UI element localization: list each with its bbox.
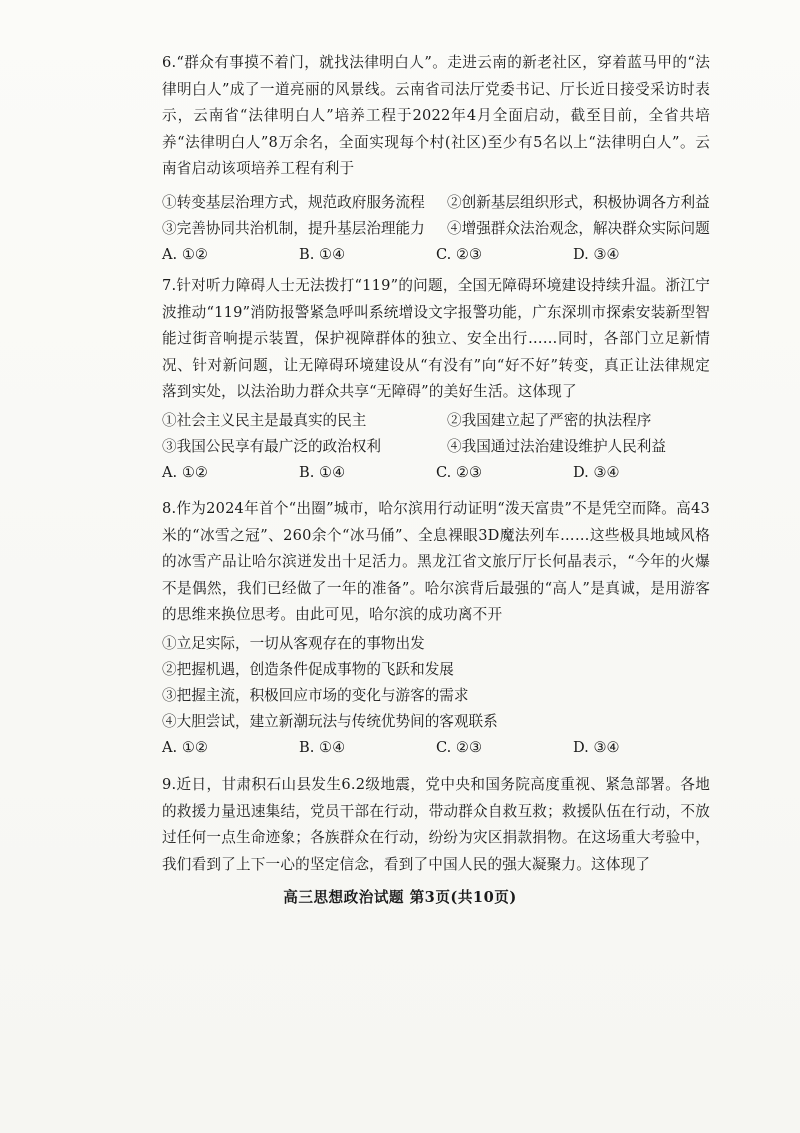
question-9 [162, 772, 710, 878]
question-6-choice-b: B. ①④ [299, 245, 346, 263]
question-6-choice-c: C. ②③ [436, 245, 483, 263]
question-8-stem: 8.作为2024年首个“出圈”城市，哈尔滨用行动证明“泼天富贵”不是凭空而降。高43米的“冰雪之冠”、260余个“冰马俑”、全息裸眼3D魔法列车……这些极具地域风格的冰雪产品让哈尔滨迸发出十足活力。黑龙江省文旅厅厅长何晶表示，“今年的火爆不是偶然，我们已经做了一年的准备”。哈尔滨背后最强的“高人”是真诚，是用游客的思维来换位思考。由此可见，哈尔滨的成功离不开 [162, 500, 710, 624]
question-7-choice-d: D. ③④ [573, 463, 620, 481]
question-7-options [162, 408, 710, 460]
question-7-choice-a: A. ①② [162, 463, 208, 481]
question-6-options [162, 190, 710, 242]
question-6-option-4: ④增强群众法治观念，解决群众实际问题 [447, 219, 710, 237]
question-7-option-1: ①社会主义民主是最真实的民主 [162, 411, 367, 429]
question-6-option-3: ③完善协同共治机制，提升基层治理能力 [162, 219, 425, 237]
question-7-option-3: ③我国公民享有最广泛的政治权利 [162, 437, 381, 455]
question-7-stem: 7.针对听力障碍人士无法拨打“119”的问题，全国无障碍环境建设持续升温。浙江宁波推动“119”消防报警紧急呼叫系统增设文字报警功能，广东深圳市探索安装新型智能过街音响提示装置，保护视障群体的独立、安全出行……同时，各部门立足新情况、针对新问题，让无障碍环境建设从“有没有”向“好不好”转变，真正让法律规定落到实处，以法治助力群众共享“无障碍”的美好生活。这体现了 [162, 277, 710, 401]
question-6-choices [162, 242, 710, 268]
question-8-option-1: ①立足实际，一切从客观存在的事物出发 [162, 634, 425, 652]
page-footer: 高三思想政治试题 第3页(共10页) [283, 889, 517, 906]
question-8-choice-b: B. ①④ [299, 738, 346, 756]
question-6-choice-a: A. ①② [162, 245, 208, 263]
question-8-choice-d: D. ③④ [573, 738, 620, 756]
question-7-choice-b: B. ①④ [299, 463, 346, 481]
question-6-stem: 6.“群众有事摸不着门，就找法律明白人”。走进云南的新老社区，穿着蓝马甲的“法律明白人”成了一道亮丽的风景线。云南省司法厅党委书记、厅长近日接受采访时表示，云南省“法律明白人”培养工程于2022年4月全面启动，截至目前，全省共培养“法律明白人”8万余名，全面实现每个村(社区)至少有5名以上“法律明白人”。云南省启动该项培养工程有利于 [162, 54, 710, 178]
question-7-choice-c: C. ②③ [436, 463, 483, 481]
question-6-choice-d: D. ③④ [573, 245, 620, 263]
question-7-choices [162, 460, 710, 486]
question-7 [162, 273, 710, 486]
question-7-option-4: ④我国通过法治建设维护人民利益 [447, 437, 666, 455]
question-6-option-2: ②创新基层组织形式，积极协调各方利益 [447, 193, 710, 211]
question-8-option-3: ③把握主流，积极回应市场的变化与游客的需求 [162, 686, 469, 704]
question-6 [162, 50, 710, 268]
question-8-choice-a: A. ①② [162, 738, 208, 756]
question-8 [162, 496, 710, 761]
question-8-option-2: ②把握机遇，创造条件促成事物的飞跃和发展 [162, 660, 454, 678]
question-6-option-1: ①转变基层治理方式，规范政府服务流程 [162, 193, 425, 211]
question-8-choice-c: C. ②③ [436, 738, 483, 756]
question-8-options [162, 631, 710, 735]
question-9-stem: 9.近日，甘肃积石山县发生6.2级地震，党中央和国务院高度重视、紧急部署。各地的救援力量迅速集结，党员干部在行动，带动群众自救互救；救援队伍在行动，不放过任何一点生命迹象；各族群众在行动，纷纷为灾区捐款捐物。在这场重大考验中，我们看到了上下一心的坚定信念，看到了中国人民的强大凝聚力。这体现了 [162, 776, 710, 873]
question-8-option-4: ④大胆尝试，建立新潮玩法与传统优势间的客观联系 [162, 712, 498, 730]
question-7-option-2: ②我国建立起了严密的执法程序 [447, 411, 652, 429]
question-8-choices [162, 735, 710, 761]
